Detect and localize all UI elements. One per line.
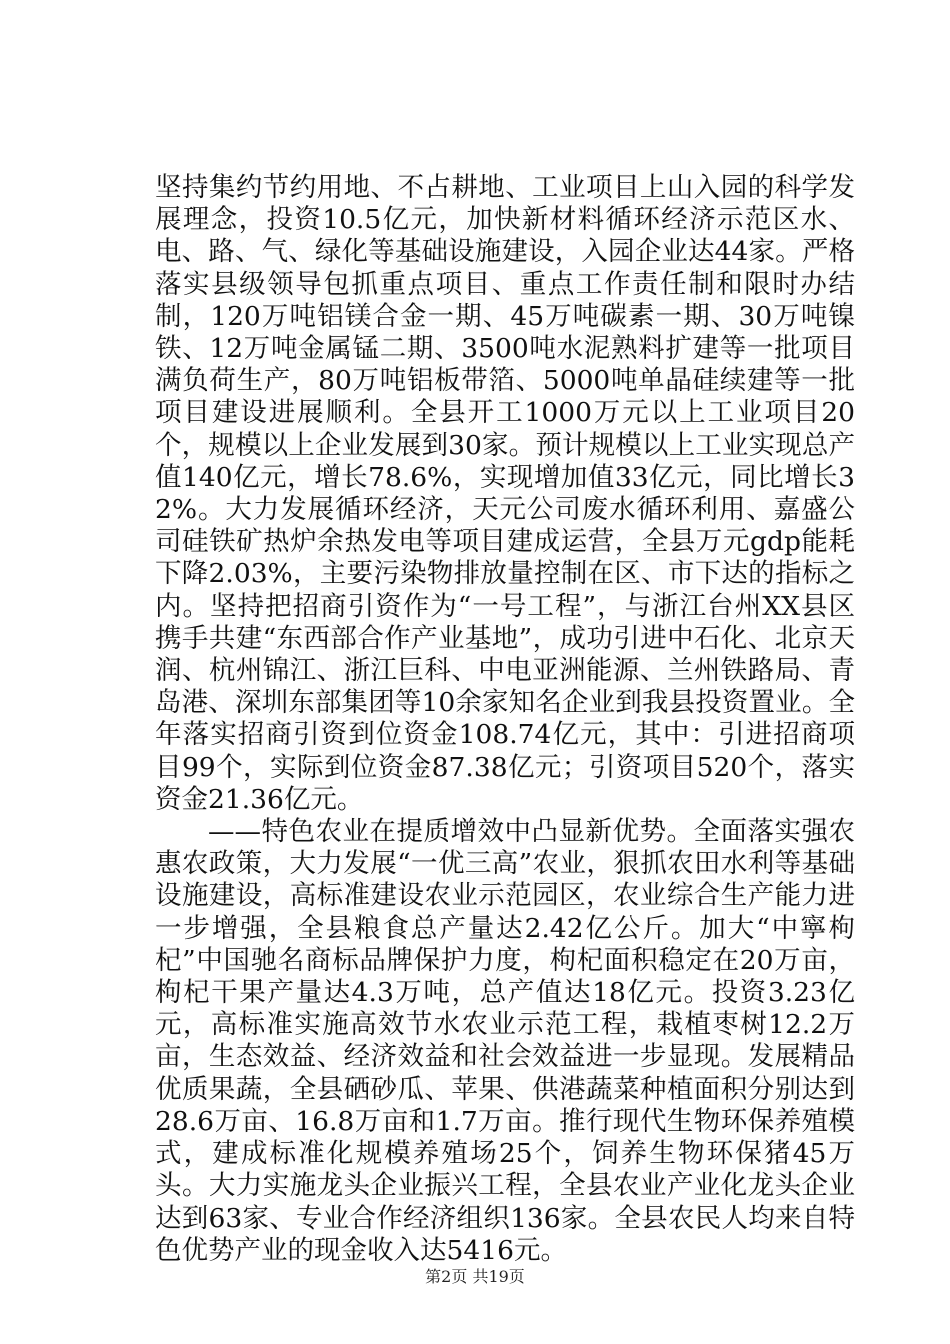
page-number-footer: 第2页 共19页 xyxy=(425,1267,525,1286)
paragraph-agriculture: ——特色农业在提质增效中凸显新优势。全面落实强农惠农政策，大力发展“一优三高”农业，狠抓农田水利等基础设施建设，高标准建设农业示范园区，农业综合生产能力进一步增强，全县粮食总产量达2.42亿公斤。加大“中寧枸杞”中国驰名商标品牌保护力度，枸杞面积稳定在20万亩，枸杞干果产量达4.3万吨，总产值达18亿元。投资3.23亿元，高标准实施高效节水农业示范工程，栽植枣树12.2万亩，生态效益、经济效益和社会效益进一步显现。发展精品优质果蔬，全县硒砂瓜、苹果、供港蔬菜种植面积分别达到28.6万亩、16.8万亩和1.7万亩。推行现代生物环保养殖模式，建成标准化规模养殖场25个，饲养生物环保猪45万头。大力实施龙头企业振兴工程，全县农业产业化龙头企业达到63家、专业合作经济组织136家。全县农民人均来自特色优势产业的现金收入达5416元。 xyxy=(155,816,855,1266)
document-body xyxy=(155,172,855,1267)
paragraph-industry: 坚持集约节约用地、不占耕地、工业项目上山入园的科学发展理念，投资10.5亿元，加快新材料循环经济示范区水、电、路、气、绿化等基础设施建设，入园企业达44家。严格落实县级领导包抓重点项目、重点工作责任制和限时办结制，120万吨铝镁合金一期、45万吨碳素一期、30万吨镍铁、12万吨金属锰二期、3500吨水泥熟料扩建等一批项目满负荷生产，80万吨铝板带箔、5000吨单晶硅续建等一批项目建设进展顺利。全县开工1000万元以上工业项目20个，规模以上企业发展到30家。预计规模以上工业实现总产值140亿元，增长78.6%，实现增加值33亿元，同比增长32%。大力发展循环经济，天元公司废水循环利用、嘉盛公司硅铁矿热炉余热发电等项目建成运营，全县万元gdp能耗下降2.03%，主要污染物排放量控制在区、市下达的指标之内。坚持把招商引资作为“一号工程”，与浙江台州XX县区携手共建“东西部合作产业基地”，成功引进中石化、北京天润、杭州锦江、浙江巨科、中电亚洲能源、兰州铁路局、青岛港、深圳东部集团等10余家知名企业到我县投资置业。全年落实招商引资到位资金108.74亿元，其中：引进招商项目99个，实际到位资金87.38亿元；引资项目520个，落实资金21.36亿元。 xyxy=(155,172,855,815)
